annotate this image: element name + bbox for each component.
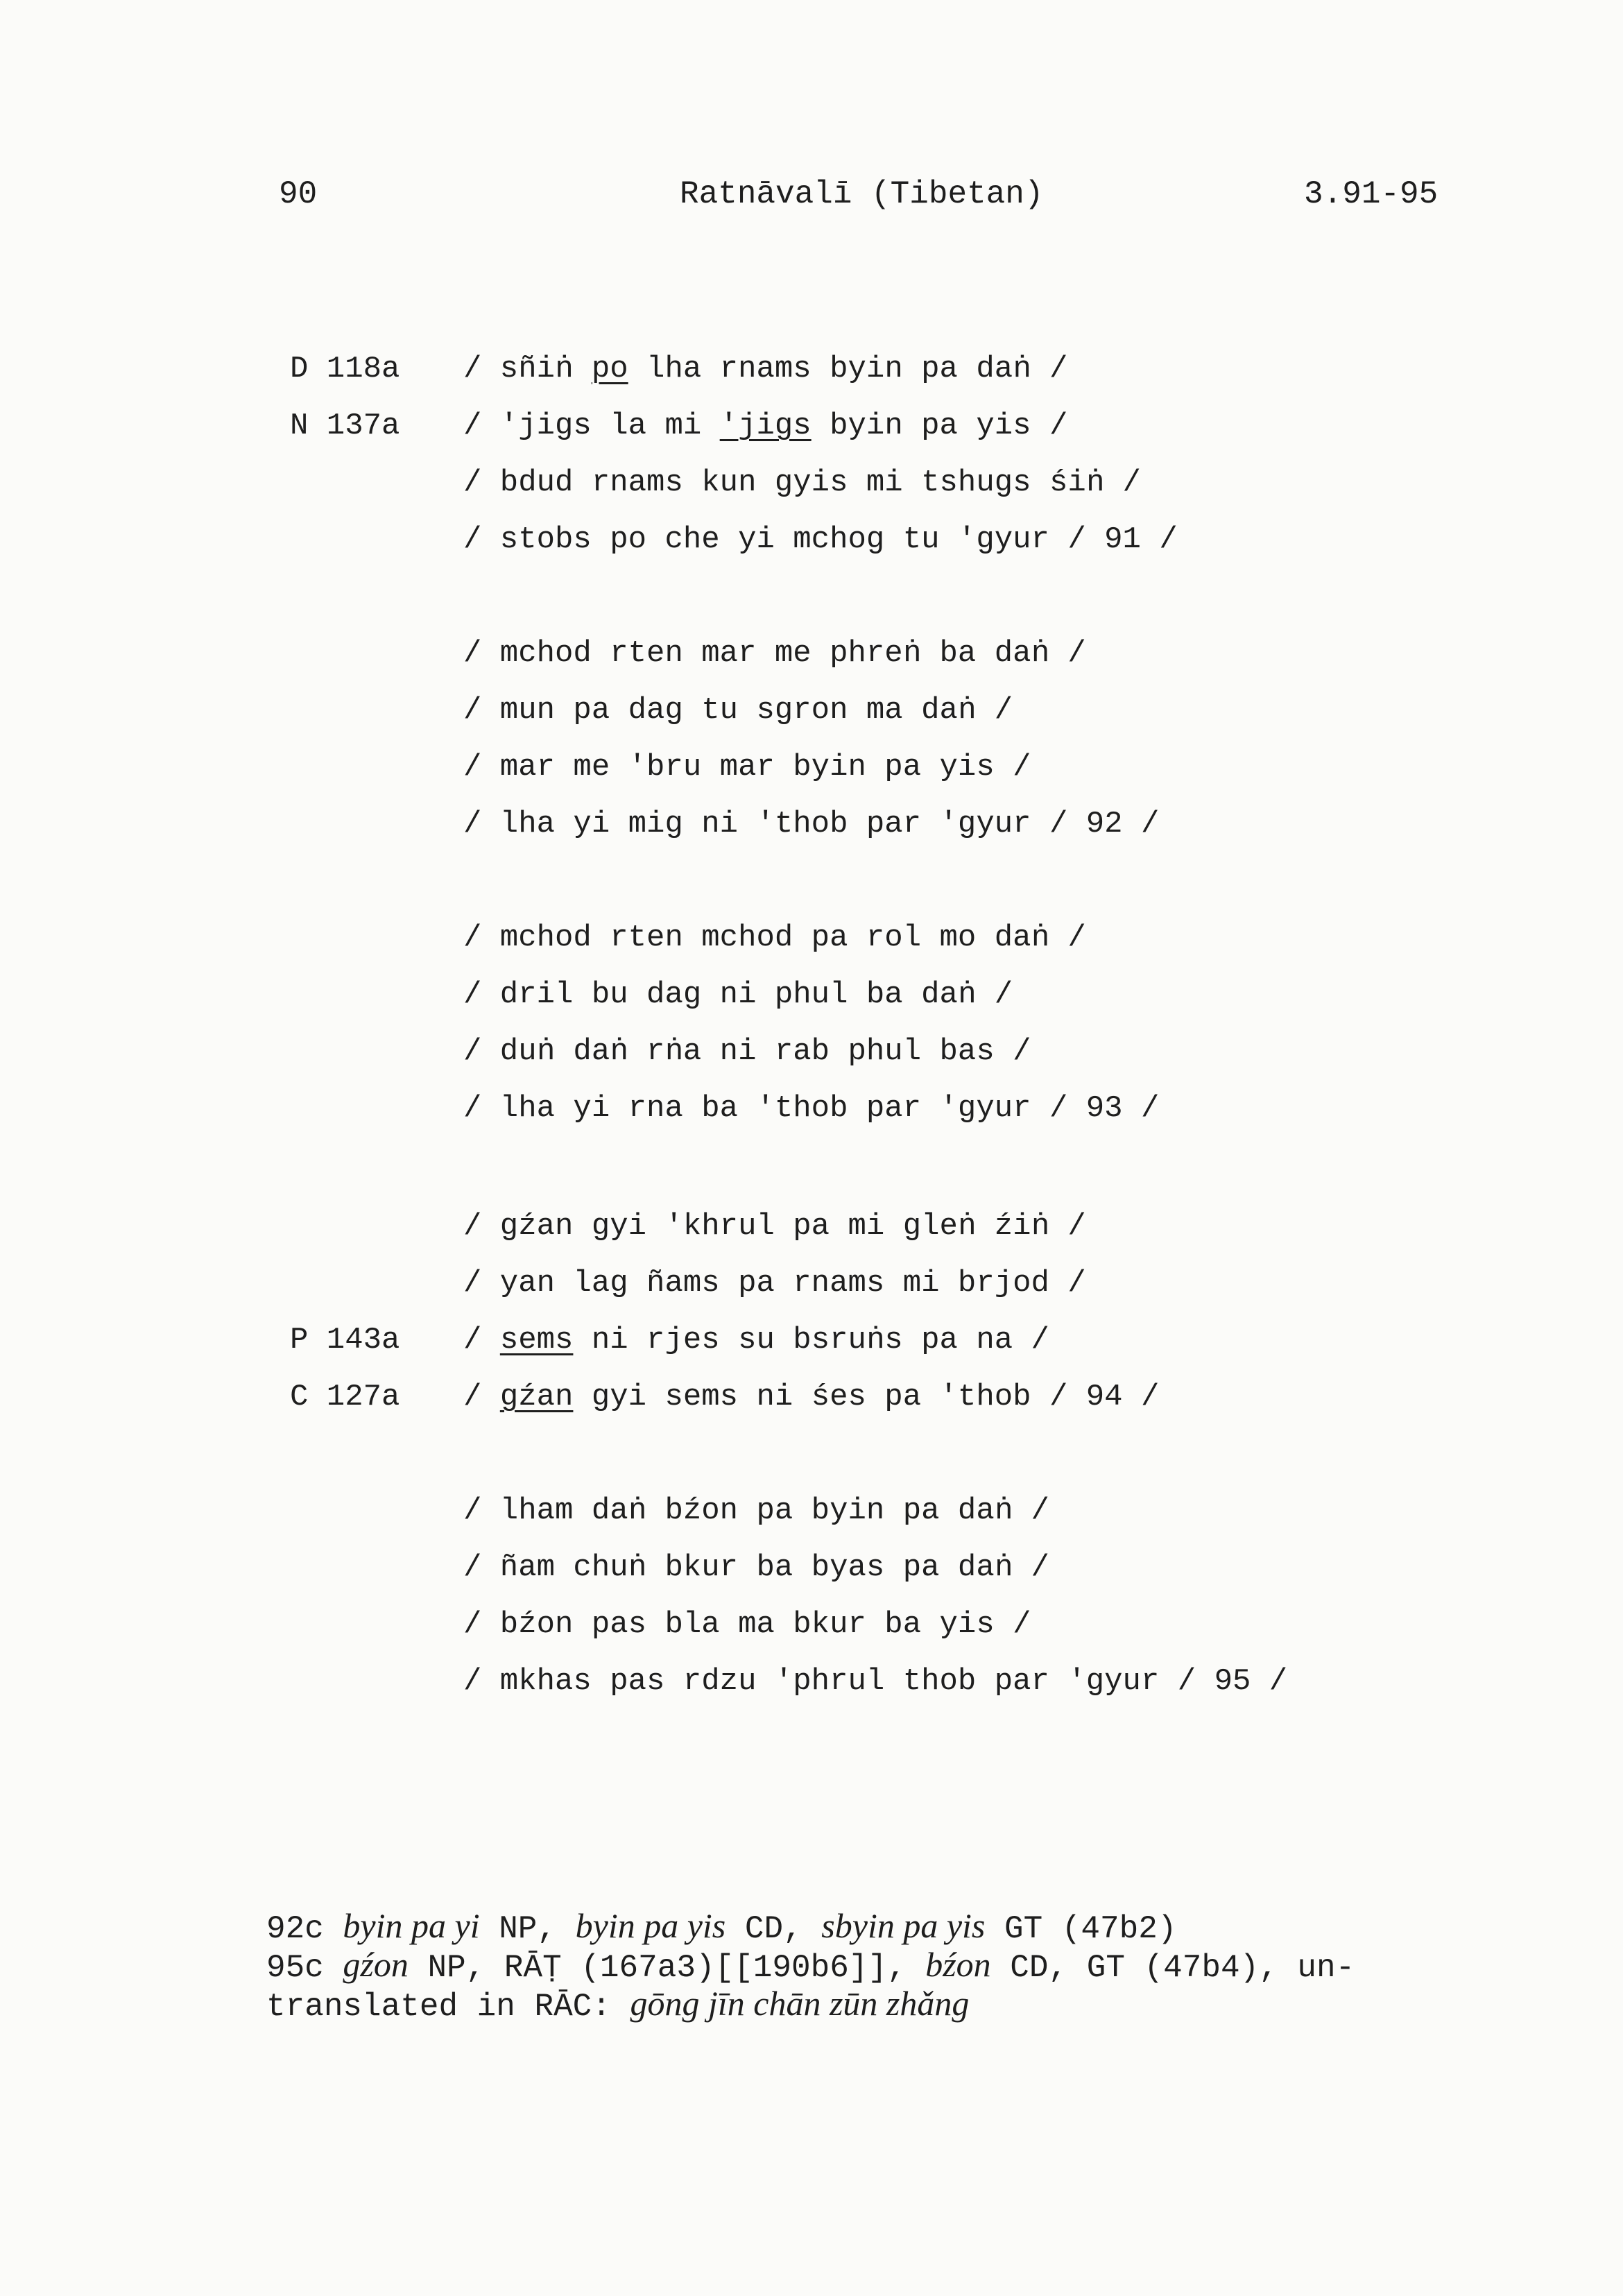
verse-94-line-1: / gźan gyi 'khrul pa mi gleṅ źiṅ /: [463, 1209, 1086, 1244]
footnotes: [266, 1906, 1445, 2023]
verse-95-line-4: / mkhas pas rdzu 'phrul thob par 'gyur / 95 /: [463, 1664, 1288, 1699]
footnote-95c-continued: translated in RĀC: gōng jīn chān zūn zhǎng: [266, 1984, 970, 2025]
verse-95-line-2: / ñam chuṅ bkur ba byas pa daṅ /: [463, 1550, 1049, 1585]
verse-94-line-2: / yan lag ñams pa rnams mi brjod /: [463, 1266, 1086, 1301]
verse-91-line-1: / sñiṅ po lha rnams byin pa daṅ /: [463, 352, 1068, 386]
underlined-word: 'jigs: [719, 409, 812, 443]
verse-93-line-4: / lha yi rna ba 'thob par 'gyur / 93 /: [463, 1091, 1160, 1126]
verse-91-line-2: / 'jigs la mi 'jigs byin pa yis /: [463, 409, 1068, 443]
verse-92-line-1: / mchod rten mar me phreṅ ba daṅ /: [463, 636, 1086, 671]
margin-ref-c: C 127a: [290, 1380, 400, 1414]
verse-92-line-4: / lha yi mig ni 'thob par 'gyur / 92 /: [463, 807, 1160, 841]
margin-ref-d: D 118a: [290, 352, 400, 386]
verse-95-line-3: / bźon pas bla ma bkur ba yis /: [463, 1607, 1031, 1642]
verse-91-line-4: / stobs po che yi mchog tu 'gyur / 91 /: [463, 522, 1178, 557]
margin-ref-n: N 137a: [290, 409, 400, 443]
verse-92-line-3: / mar me 'bru mar byin pa yis /: [463, 750, 1031, 785]
verse-92-line-2: / mun pa dag tu sgron ma daṅ /: [463, 693, 1013, 728]
verse-93-line-3: / duṅ daṅ rṅa ni rab phul bas /: [463, 1034, 1031, 1069]
underlined-word: po: [591, 352, 628, 386]
footnote-95c: 95c gźon NP, RĀṬ (167a3)[[190b6]], bźon CD, GT (47b4), un-: [266, 1945, 1355, 1986]
section-range: 3.91-95: [1304, 176, 1439, 212]
underlined-word: gźan: [499, 1380, 574, 1414]
verse-94-line-4: / gźan gyi sems ni śes pa 'thob / 94 /: [463, 1380, 1160, 1414]
verse-91-line-3: / bdud rnams kun gyis mi tshugs śiṅ /: [463, 465, 1141, 500]
verse-93-line-1: / mchod rten mchod pa rol mo daṅ /: [463, 920, 1086, 955]
verse-95-line-1: / lham daṅ bźon pa byin pa daṅ /: [463, 1493, 1049, 1528]
verse-94-line-3: / sems ni rjes su bsruṅs pa na /: [463, 1323, 1049, 1357]
footnote-92c: 92c byin pa yi NP, byin pa yis CD, sbyin pa yis GT (47b2): [266, 1906, 1177, 1947]
margin-ref-p: P 143a: [290, 1323, 400, 1357]
verse-93-line-2: / dril bu dag ni phul ba daṅ /: [463, 977, 1013, 1012]
underlined-word: sems: [499, 1323, 574, 1357]
running-title: Ratnāvalī (Tibetan): [680, 176, 1044, 212]
page-number: 90: [279, 176, 318, 212]
